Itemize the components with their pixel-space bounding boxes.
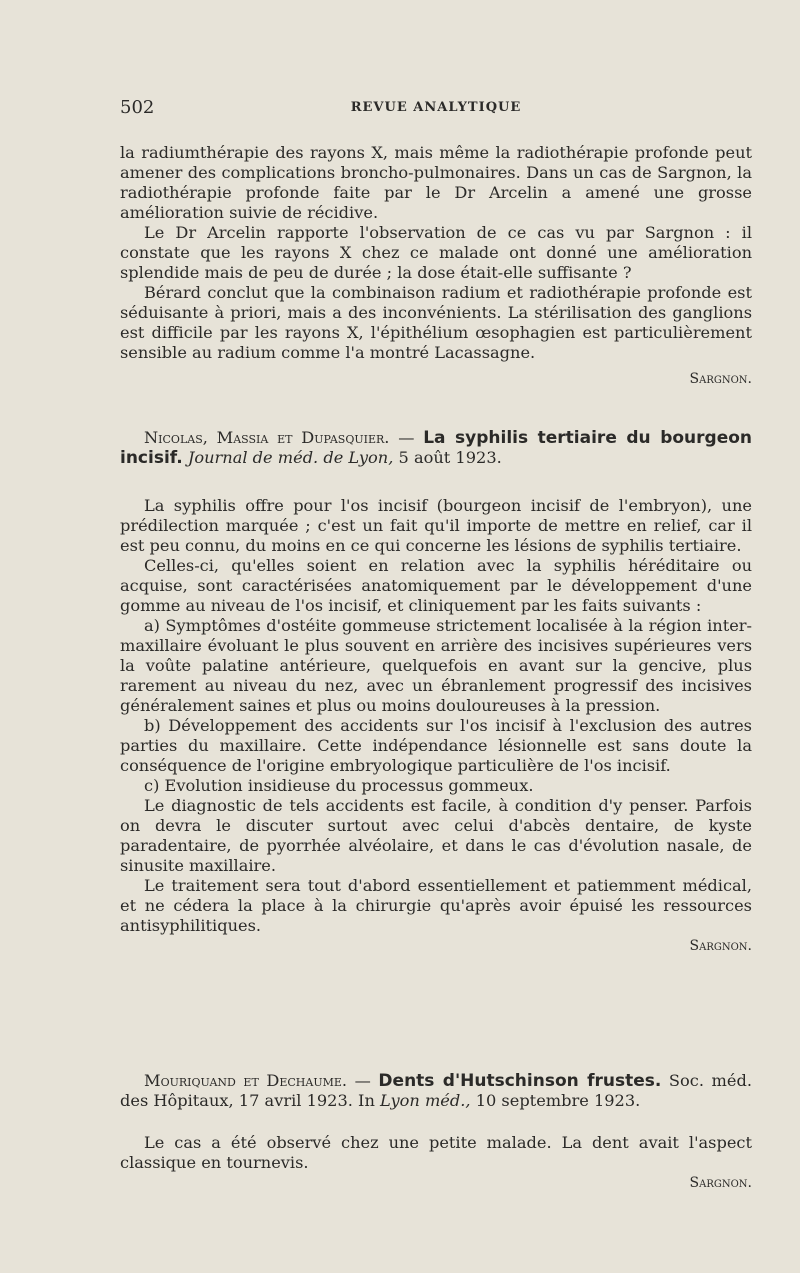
article-reference (120, 428, 752, 468)
dash: — (389, 428, 424, 447)
journal-name: Journal de méd. de Lyon, (187, 448, 394, 467)
article-syphilis (120, 428, 752, 956)
paragraph: La syphilis offre pour l'os incisif (bourgeon incisif de l'embryon), une prédilection marquée ; c'est un fait qu'il importe de mettre en relief, car il est peu connu, du moins en ce qui concerne les lésions de syphilis tertiaire. (120, 496, 752, 555)
paragraph: Le cas a été observé chez une petite malade. La dent avait l'aspect classique en tournevis. (120, 1133, 752, 1172)
paragraph: c) Evolution insidieuse du processus gommeux. (144, 776, 534, 795)
article-authors: Mouriquand et Dechaume. (144, 1071, 348, 1090)
paragraph: a) Symptômes d'ostéite gommeuse strictement localisée à la région inter-maxillaire évoluant le plus souvent en arrière des incisives supérieures vers la voûte palatine antérieure, quelquefois en avant sur la gencive, plus rarement au niveau du nez, avec un ébranlement progressif des incisives généralement saines et plus ou moins douloureuses à la pression. (120, 616, 752, 715)
dash: — (347, 1071, 379, 1090)
signature: Sargnon. (689, 371, 752, 387)
article-title: Dents d'Hutschinson frustes. (378, 1071, 662, 1091)
page-number: 502 (120, 97, 155, 118)
last-paragraph-wrap (120, 1133, 752, 1193)
signature: Sargnon. (689, 1175, 752, 1191)
paragraph: Le traitement sera tout d'abord essentiellement et patiemment médical, et ne cédera la place à la chirurgie qu'après avoir épuisé les ressources antisyphilitiques. (120, 876, 752, 935)
article-hutchinson (120, 1071, 752, 1193)
paragraph: Bérard conclut que la combinaison radium et radiothérapie profonde est séduisante à priori, mais a des inconvénients. La stérilisation des ganglions est difficile par les rayons X, l'épithélium œsophagien est particulièrement sensible au radium comme l'a montré Lacassagne. (120, 283, 752, 362)
publication-date: 5 août 1923. (393, 448, 502, 467)
page-header (120, 97, 752, 121)
paragraph: b) Développement des accidents sur l'os incisif à l'exclusion des autres parties du maxillaire. Cette indépendance lésionnelle est sans doute la conséquence de l'origine embryologique particulière de l'os incisif. (120, 716, 752, 775)
last-paragraph-wrap (120, 876, 752, 956)
article-source: Soc. méd. des Hôpitaux, 17 avril 1923. In (120, 1071, 752, 1110)
signature: Sargnon. (689, 938, 752, 954)
article-reference (120, 1071, 752, 1111)
article-title: La syphilis tertiaire du bourgeon incisif. (120, 428, 753, 468)
article-authors: Nicolas, Massia et Dupasquier. (144, 428, 390, 447)
review-block-1 (120, 143, 752, 389)
journal-name: Lyon méd., (380, 1091, 471, 1110)
running-title: REVUE ANALYTIQUE (350, 100, 522, 115)
publication-date: 10 septembre 1923. (470, 1091, 641, 1110)
paragraph: Celles-ci, qu'elles soient en relation avec la syphilis héréditaire ou acquise, sont caractérisées anatomiquement par le développement d'une gomme au niveau de l'os incisif, et cliniquement par les faits suivants : (120, 556, 752, 615)
paragraph: Le diagnostic de tels accidents est facile, à condition d'y penser. Parfois on devra le discuter surtout avec celui d'abcès dentaire, de kyste paradentaire, de pyorrhée alvéolaire, et dans le cas d'évolution nasale, de sinusite maxillaire. (120, 796, 752, 875)
paragraph: la radiumthérapie des rayons X, mais même la radiothérapie profonde peut amener des complications broncho-pulmonaires. Dans un cas de Sargnon, la radiothérapie profonde faite par le Dr Arcelin a amené une grosse amélioration suivie de récidive. (120, 143, 752, 222)
paragraph: Le Dr Arcelin rapporte l'observation de ce cas vu par Sargnon : il constate que les rayons X chez ce malade ont donné une amélioration splendide mais de peu de durée ; la dose était-elle suffisante ? (120, 223, 752, 282)
